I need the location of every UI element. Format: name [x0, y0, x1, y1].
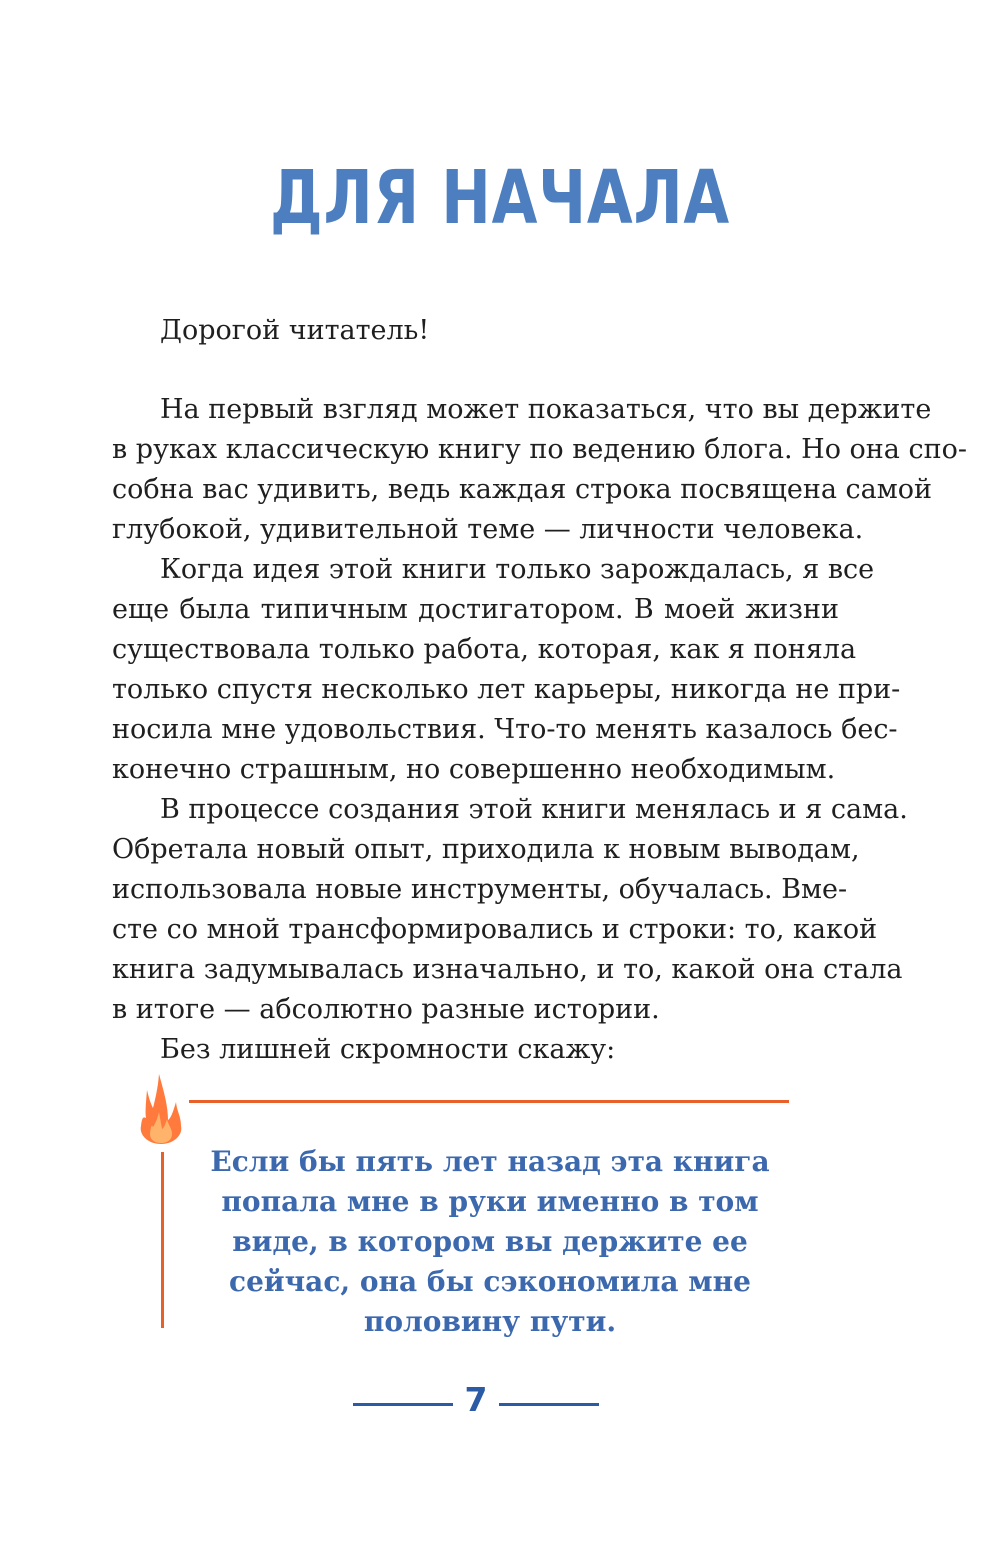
body-line: книга задумывалась изначально, и то, какой она стала: [112, 954, 903, 985]
body-line: На первый взгляд может показаться, что вы держите: [160, 394, 932, 425]
page-title: ДЛЯ НАЧАЛА: [269, 155, 731, 241]
quote-line: Если бы пять лет назад эта книга: [210, 1145, 770, 1178]
greeting: Дорогой читатель!: [160, 315, 430, 346]
callout-side-bar: [161, 1152, 164, 1328]
body-line: сте со мной трансформировались и строки: то, какой: [112, 914, 878, 945]
body-line: В процессе создания этой книги менялась и я сама.: [160, 794, 908, 825]
body-line: Без лишней скромности скажу:: [160, 1034, 616, 1065]
callout-top-rule: [189, 1100, 789, 1103]
quote-line: виде, в котором вы держите ее: [232, 1225, 748, 1258]
body-line: конечно страшным, но совершенно необходимым.: [112, 754, 836, 785]
body-line: Обретала новый опыт, приходила к новым выводам,: [112, 834, 860, 865]
quote-line: половину пути.: [363, 1305, 617, 1338]
body-line: существовала только работа, которая, как я поняла: [112, 634, 857, 665]
body-line: глубокой, удивительной теме — личности человека.: [112, 514, 864, 545]
body-line: только спустя несколько лет карьеры, никогда не при-: [112, 674, 901, 705]
flame-icon: [134, 1074, 188, 1154]
page-number-left-rule: [353, 1403, 453, 1406]
quote-line: попала мне в руки именно в том: [221, 1185, 759, 1218]
body-line: в итоге — абсолютно разные истории.: [112, 994, 660, 1025]
body-line: собна вас удивить, ведь каждая строка посвящена самой: [112, 474, 933, 505]
body-line: Когда идея этой книги только зарождалась, я все: [160, 554, 875, 585]
body-line: в руках классическую книгу по ведению блога. Но она спо-: [112, 434, 967, 465]
body-line: носила мне удовольствия. Что-то менять казалось бес-: [112, 714, 898, 745]
page-number-right-rule: [499, 1403, 599, 1406]
quote-line: сейчас, она бы сэкономила мне: [229, 1265, 751, 1298]
body-line: использовала новые инструменты, обучалась. Вме-: [112, 874, 848, 905]
page-number: 7: [464, 1380, 488, 1419]
body-line: еще была типичным достигатором. В моей жизни: [112, 594, 839, 625]
